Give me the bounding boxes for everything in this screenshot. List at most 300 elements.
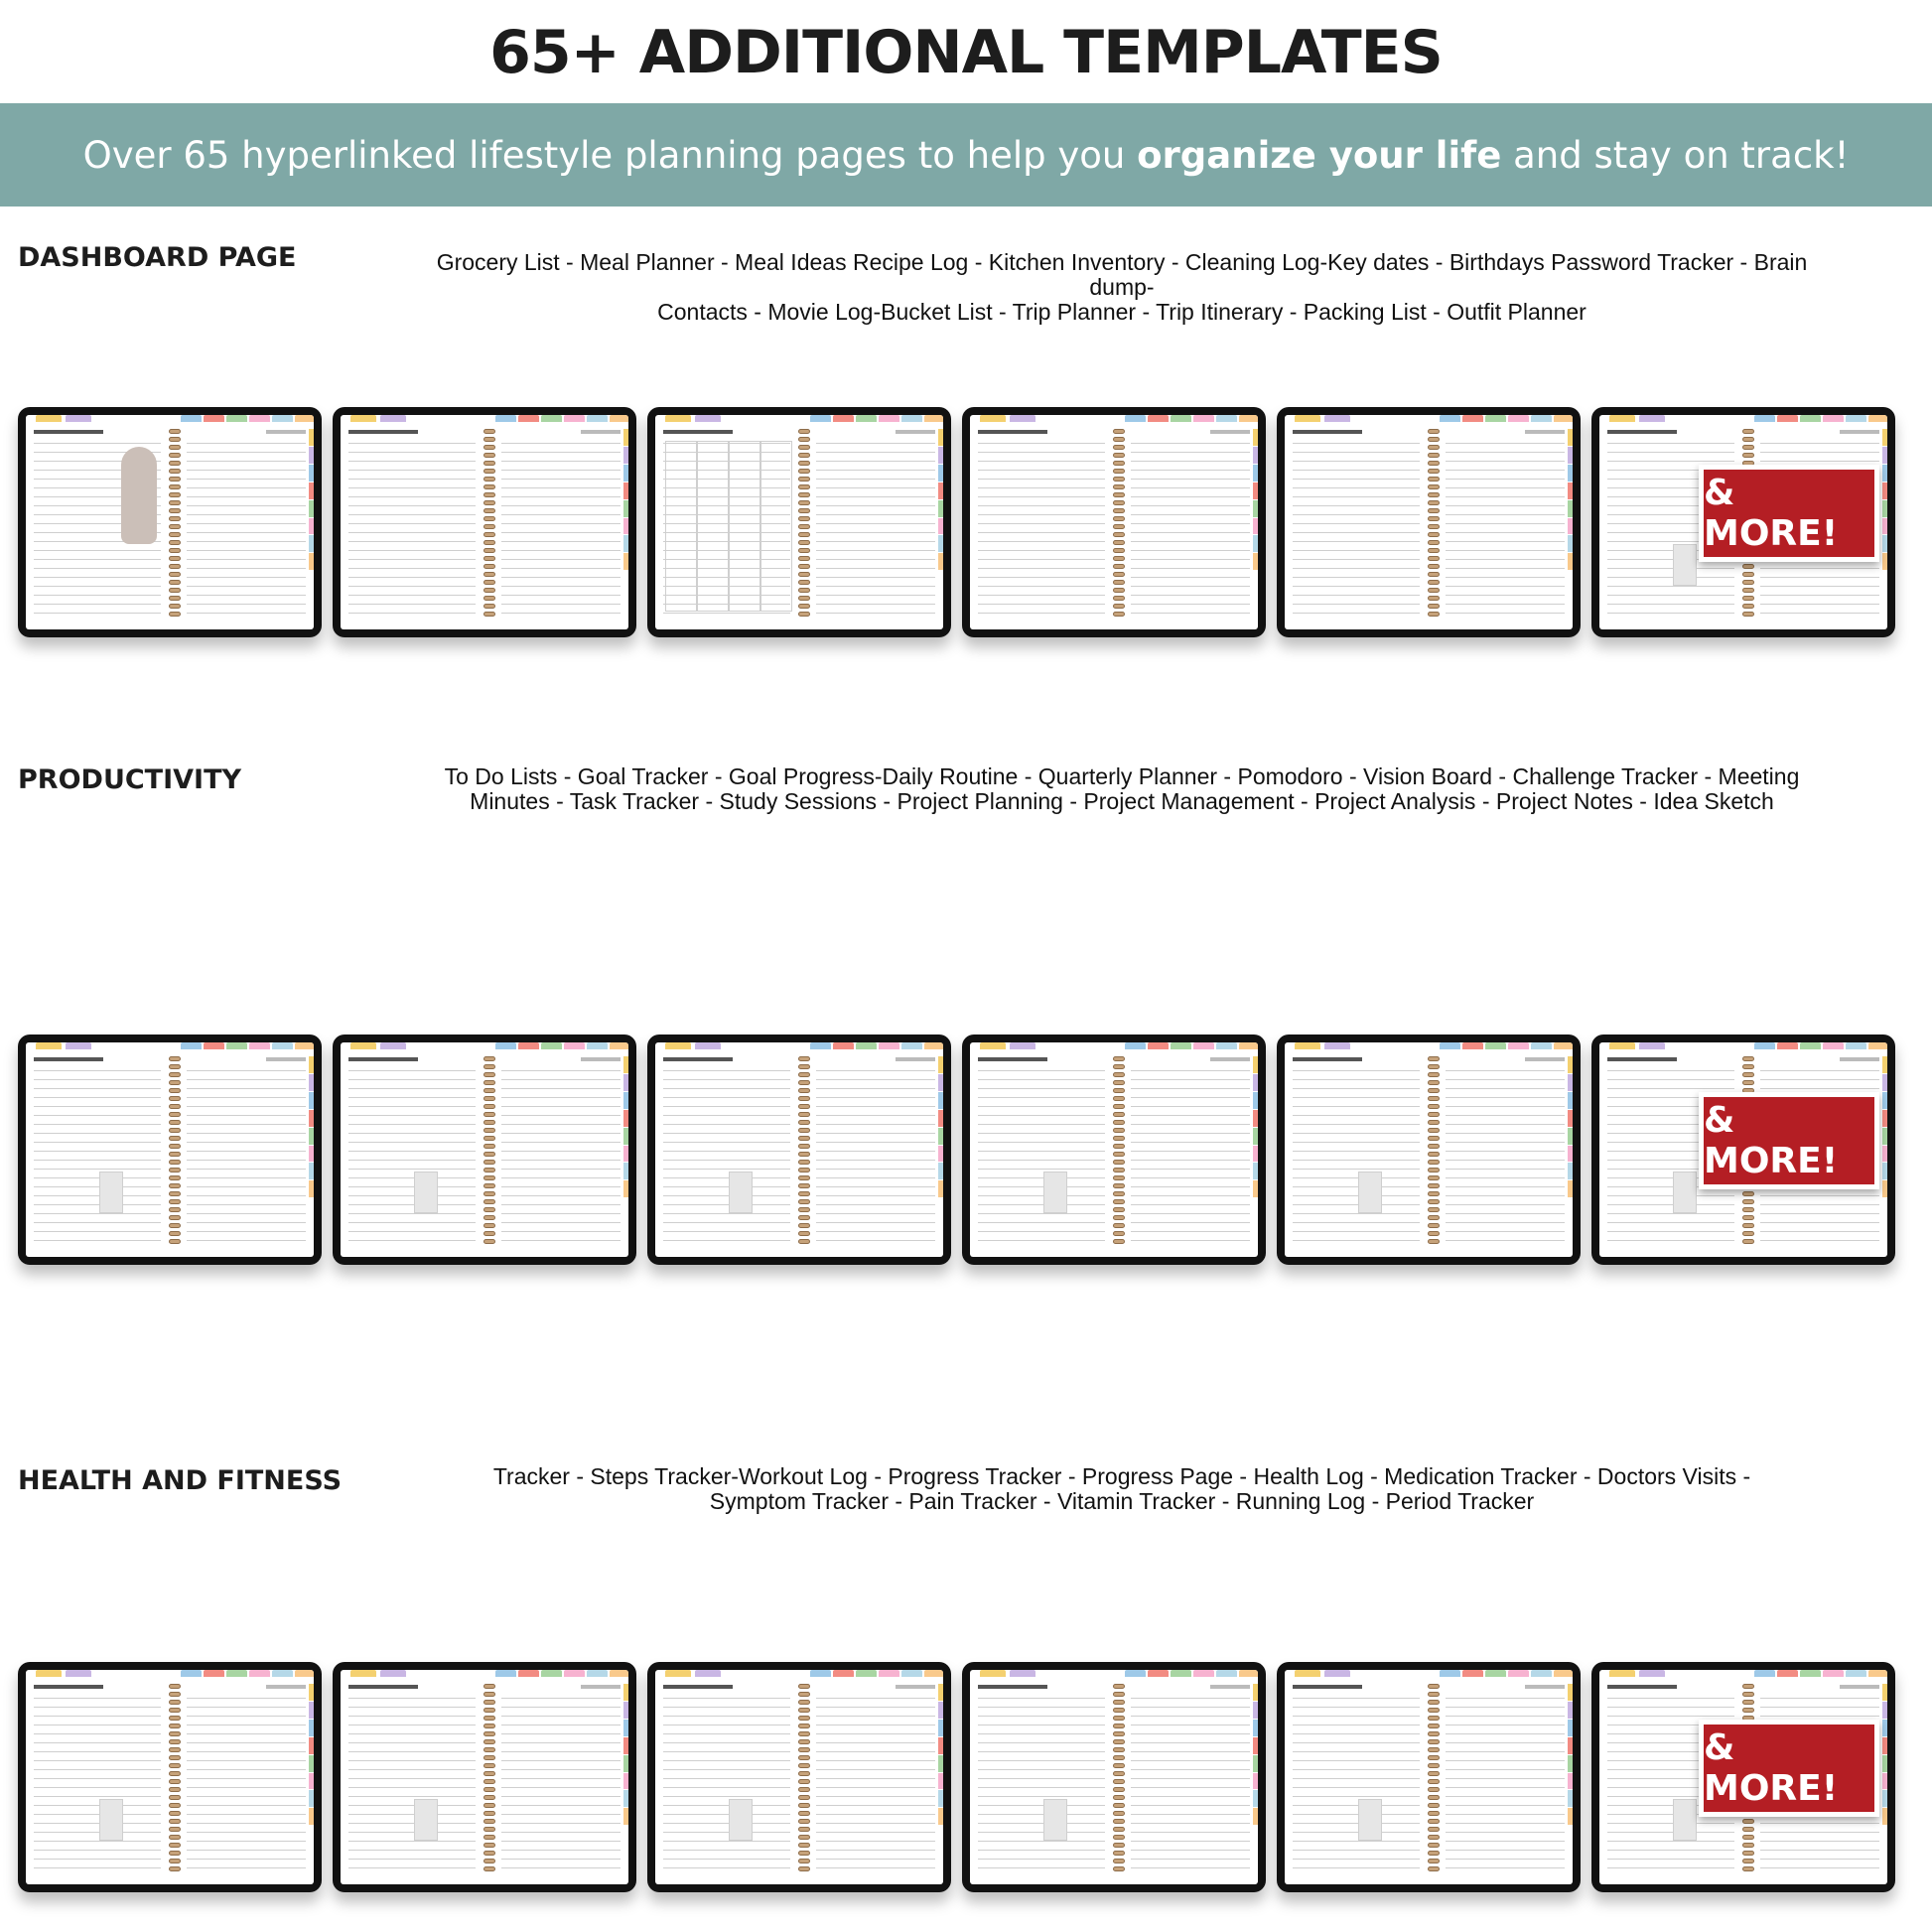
spiral-ring bbox=[1742, 572, 1754, 577]
tablet-mockup bbox=[18, 407, 322, 637]
spiral-ring bbox=[169, 1835, 181, 1840]
ruled-line bbox=[663, 1195, 790, 1196]
spiral-ring bbox=[1113, 1803, 1125, 1808]
ruled-line bbox=[978, 1796, 1105, 1797]
spiral-ring bbox=[1113, 437, 1125, 442]
side-tab bbox=[1253, 1684, 1258, 1701]
page-heading bbox=[34, 1685, 103, 1689]
description-line: Symptom Tracker - Pain Tracker - Vitamin Tracker - Running Log - Period Tracker bbox=[709, 1488, 1535, 1514]
ruled-line bbox=[816, 452, 935, 453]
tab bbox=[1010, 1042, 1035, 1049]
ruled-line bbox=[187, 559, 306, 560]
side-tab bbox=[938, 429, 943, 446]
spiral-ring bbox=[483, 1168, 495, 1173]
ruled-line bbox=[1293, 559, 1420, 560]
side-tab bbox=[1882, 518, 1887, 535]
ruled-line bbox=[978, 1222, 1105, 1223]
ruled-line bbox=[1446, 479, 1565, 480]
ruled-line bbox=[1131, 1778, 1250, 1779]
ruled-line bbox=[187, 1769, 306, 1770]
spiral-ring bbox=[1113, 1223, 1125, 1228]
ruled-line bbox=[816, 1796, 935, 1797]
ruled-line bbox=[1293, 479, 1420, 480]
tab bbox=[879, 1042, 899, 1049]
tab bbox=[1239, 1670, 1258, 1677]
ruled-line bbox=[501, 1151, 621, 1152]
spiral-ring bbox=[1742, 580, 1754, 585]
tab bbox=[204, 1670, 224, 1677]
spiral-ring bbox=[483, 1787, 495, 1792]
spiral-binding bbox=[1113, 429, 1125, 623]
ruled-line bbox=[1131, 1841, 1250, 1842]
planner-page-preview bbox=[970, 1042, 1258, 1257]
ruled-line bbox=[978, 1079, 1105, 1080]
ruled-line bbox=[978, 1698, 1105, 1699]
spiral-ring bbox=[483, 1128, 495, 1133]
ruled-line bbox=[663, 1240, 790, 1241]
ruled-line bbox=[348, 1859, 476, 1860]
tablet-mockup bbox=[1277, 1035, 1581, 1265]
ruled-line bbox=[1446, 470, 1565, 471]
spiral-ring bbox=[1742, 1827, 1754, 1832]
side-tab bbox=[1882, 447, 1887, 464]
tab bbox=[1171, 1042, 1191, 1049]
spiral-ring bbox=[798, 1231, 810, 1236]
ruled-line bbox=[501, 1070, 621, 1071]
tab bbox=[1125, 1042, 1146, 1049]
spiral-ring bbox=[483, 1811, 495, 1816]
side-tab bbox=[1253, 1737, 1258, 1754]
ruled-line bbox=[663, 1142, 790, 1143]
tab bbox=[1440, 1042, 1460, 1049]
spiral-ring bbox=[483, 1843, 495, 1848]
ruled-line bbox=[34, 586, 161, 587]
spiral-ring bbox=[1742, 1851, 1754, 1856]
spiral-ring bbox=[169, 1851, 181, 1856]
spiral-ring bbox=[798, 492, 810, 497]
ruled-line bbox=[1131, 1177, 1250, 1178]
tab bbox=[1010, 1670, 1035, 1677]
ruled-line bbox=[187, 487, 306, 488]
ruled-line bbox=[348, 1814, 476, 1815]
ruled-line bbox=[1293, 613, 1420, 614]
ruled-line bbox=[663, 1177, 790, 1178]
ruled-line bbox=[1760, 1204, 1879, 1205]
top-tabs bbox=[1599, 415, 1887, 423]
tab bbox=[924, 1042, 943, 1049]
ruled-line bbox=[1131, 1195, 1250, 1196]
ruled-line bbox=[1446, 1733, 1565, 1734]
ruled-line bbox=[978, 452, 1105, 453]
spiral-ring bbox=[1742, 1684, 1754, 1689]
ruled-line bbox=[1446, 1115, 1565, 1116]
ruled-line bbox=[1607, 1213, 1734, 1214]
ruled-line bbox=[187, 1177, 306, 1178]
left-page bbox=[345, 427, 480, 625]
side-tab bbox=[1568, 518, 1573, 535]
spiral-ring bbox=[1113, 588, 1125, 593]
ruled-line bbox=[501, 1814, 621, 1815]
spiral-ring bbox=[798, 1684, 810, 1689]
page-heading bbox=[663, 430, 733, 434]
ruled-line bbox=[1760, 1867, 1879, 1868]
spiral-ring bbox=[483, 1866, 495, 1871]
ruled-line bbox=[348, 1805, 476, 1806]
spiral-ring bbox=[798, 1136, 810, 1141]
spiral-binding bbox=[798, 429, 810, 623]
spiral-ring bbox=[1113, 1072, 1125, 1077]
ruled-line bbox=[1293, 1195, 1420, 1196]
ruled-line bbox=[1293, 1213, 1420, 1214]
side-tab bbox=[309, 483, 314, 499]
side-tab bbox=[623, 1180, 628, 1197]
ruled-line bbox=[1293, 1805, 1420, 1806]
side-tabs bbox=[309, 1684, 314, 1870]
ruled-line bbox=[34, 1707, 161, 1708]
spiral-ring bbox=[1113, 1080, 1125, 1085]
spiral-ring bbox=[798, 564, 810, 569]
ruled-line bbox=[1131, 559, 1250, 560]
spiral-ring bbox=[1113, 445, 1125, 450]
side-tab bbox=[1568, 1737, 1573, 1754]
ruled-line bbox=[1131, 1823, 1250, 1824]
tab bbox=[1239, 1042, 1258, 1049]
tab bbox=[1639, 415, 1665, 422]
spiral-ring bbox=[1428, 524, 1440, 529]
spiral-ring bbox=[1113, 1183, 1125, 1188]
spiral-ring bbox=[1428, 564, 1440, 569]
spiral-ring bbox=[169, 532, 181, 537]
ruled-line bbox=[1293, 1760, 1420, 1761]
left-page bbox=[345, 1054, 480, 1253]
ruled-line bbox=[1446, 1751, 1565, 1752]
ruled-line bbox=[1131, 487, 1250, 488]
tab bbox=[1485, 1042, 1506, 1049]
tab bbox=[295, 415, 314, 422]
section-description-health bbox=[417, 1464, 1827, 1514]
spiral-ring bbox=[798, 453, 810, 458]
spiral-ring bbox=[1113, 548, 1125, 553]
ruled-line bbox=[187, 586, 306, 587]
spiral-ring bbox=[483, 492, 495, 497]
side-tab bbox=[623, 1074, 628, 1091]
ruled-line bbox=[348, 1160, 476, 1161]
side-tab bbox=[1253, 500, 1258, 517]
spiral-ring bbox=[1113, 1716, 1125, 1721]
spiral-ring bbox=[483, 500, 495, 505]
ruled-line bbox=[501, 452, 621, 453]
ruled-line bbox=[348, 1796, 476, 1797]
page-heading bbox=[1293, 1685, 1362, 1689]
side-tabs bbox=[1882, 429, 1887, 616]
ruled-line bbox=[816, 514, 935, 515]
spiral-ring bbox=[798, 1795, 810, 1800]
left-page bbox=[1289, 427, 1424, 625]
spiral-ring bbox=[798, 484, 810, 489]
ruled-line bbox=[816, 1859, 935, 1860]
subtitle-banner bbox=[0, 103, 1932, 207]
spiral-ring bbox=[483, 508, 495, 513]
spiral-ring bbox=[169, 1700, 181, 1705]
tablet-mockup bbox=[1591, 1035, 1895, 1265]
spiral-ring bbox=[1113, 556, 1125, 561]
side-tabs bbox=[623, 429, 628, 616]
ruled-line bbox=[1131, 1169, 1250, 1170]
spiral-ring bbox=[169, 437, 181, 442]
right-page bbox=[1442, 1682, 1569, 1880]
ruled-line bbox=[978, 1231, 1105, 1232]
tab bbox=[879, 415, 899, 422]
spiral-ring bbox=[798, 1183, 810, 1188]
page-heading bbox=[1525, 1057, 1565, 1061]
spiral-ring bbox=[169, 469, 181, 474]
spiral-ring bbox=[798, 1747, 810, 1752]
tab bbox=[36, 1670, 62, 1677]
spiral-ring bbox=[169, 1183, 181, 1188]
ruled-line bbox=[501, 461, 621, 462]
spiral-ring bbox=[1428, 1199, 1440, 1204]
ruled-line bbox=[816, 1124, 935, 1125]
spiral-ring bbox=[483, 604, 495, 609]
photo-box bbox=[1673, 1172, 1697, 1213]
ruled-line bbox=[348, 479, 476, 480]
spiral-ring bbox=[1428, 492, 1440, 497]
side-tabs bbox=[1882, 1056, 1887, 1243]
ruled-line bbox=[187, 1751, 306, 1752]
ruled-line bbox=[501, 514, 621, 515]
top-tabs bbox=[655, 1670, 943, 1678]
side-tab bbox=[623, 447, 628, 464]
ruled-line bbox=[1446, 1769, 1565, 1770]
ruled-line bbox=[501, 595, 621, 596]
tab bbox=[1531, 1042, 1552, 1049]
ruled-line bbox=[1446, 1213, 1565, 1214]
ruled-line bbox=[816, 1088, 935, 1089]
spiral-ring bbox=[1113, 524, 1125, 529]
spiral-ring bbox=[798, 1088, 810, 1093]
ruled-line bbox=[978, 586, 1105, 587]
side-tab bbox=[623, 1773, 628, 1790]
tab bbox=[980, 415, 1006, 422]
side-tab bbox=[623, 1056, 628, 1073]
ruled-line bbox=[348, 541, 476, 542]
spiral-ring bbox=[1742, 1819, 1754, 1824]
tab bbox=[1531, 415, 1552, 422]
template-row-health bbox=[18, 1662, 1914, 1896]
ruled-line bbox=[1607, 1716, 1734, 1717]
ruled-line bbox=[348, 461, 476, 462]
ruled-line bbox=[1446, 1160, 1565, 1161]
tab bbox=[587, 1042, 608, 1049]
description-line: Contacts - Movie Log-Bucket List - Trip Planner - Trip Itinerary - Packing List - Outfit Planner bbox=[657, 299, 1587, 325]
ruled-line bbox=[1131, 470, 1250, 471]
spiral-ring bbox=[169, 1152, 181, 1157]
spiral-ring bbox=[169, 484, 181, 489]
tab bbox=[980, 1670, 1006, 1677]
spiral-ring bbox=[1428, 1803, 1440, 1808]
side-tab bbox=[309, 1773, 314, 1790]
spiral-ring bbox=[1113, 1215, 1125, 1220]
ruled-line bbox=[348, 1213, 476, 1214]
ruled-line bbox=[187, 1787, 306, 1788]
ruled-line bbox=[1293, 1097, 1420, 1098]
ruled-line bbox=[978, 559, 1105, 560]
tab bbox=[924, 1670, 943, 1677]
spiral-ring bbox=[169, 516, 181, 521]
top-tabs bbox=[341, 1042, 628, 1050]
ruled-line bbox=[816, 1115, 935, 1116]
ruled-line bbox=[1131, 523, 1250, 524]
ruled-line bbox=[34, 595, 161, 596]
side-tabs bbox=[309, 429, 314, 616]
tab bbox=[1868, 1670, 1887, 1677]
ruled-line bbox=[348, 1204, 476, 1205]
side-tabs bbox=[938, 429, 943, 616]
banner-text bbox=[83, 134, 1850, 177]
photo-box bbox=[1358, 1799, 1382, 1841]
spiral-ring bbox=[1113, 1104, 1125, 1109]
spiral-ring bbox=[483, 445, 495, 450]
ruled-line bbox=[1131, 1070, 1250, 1071]
spiral-ring bbox=[798, 1112, 810, 1117]
ruled-line bbox=[816, 559, 935, 560]
ruled-line bbox=[187, 1079, 306, 1080]
side-tab bbox=[1882, 1146, 1887, 1163]
ruled-line bbox=[816, 577, 935, 578]
tablet-mockup bbox=[1277, 1662, 1581, 1892]
tab bbox=[1239, 415, 1258, 422]
ruled-line bbox=[1760, 1698, 1879, 1699]
ruled-line bbox=[1293, 1823, 1420, 1824]
ruled-line bbox=[1446, 1124, 1565, 1125]
ruled-line bbox=[1446, 1240, 1565, 1241]
ruled-line bbox=[501, 541, 621, 542]
template-row-productivity bbox=[18, 1035, 1914, 1269]
spiral-ring bbox=[1428, 1207, 1440, 1212]
tab bbox=[1823, 1670, 1844, 1677]
ruled-line bbox=[816, 461, 935, 462]
side-tab bbox=[1882, 535, 1887, 552]
ruled-line bbox=[978, 541, 1105, 542]
ruled-line bbox=[187, 568, 306, 569]
spiral-ring bbox=[169, 1064, 181, 1069]
photo-box bbox=[1673, 544, 1697, 586]
side-tab bbox=[1568, 535, 1573, 552]
side-tab bbox=[309, 1702, 314, 1719]
ruled-line bbox=[978, 487, 1105, 488]
ruled-line bbox=[816, 1698, 935, 1699]
spiral-ring bbox=[169, 492, 181, 497]
ruled-line bbox=[1293, 1787, 1420, 1788]
tab bbox=[204, 1042, 224, 1049]
right-page bbox=[1127, 427, 1254, 625]
ruled-line bbox=[1131, 1106, 1250, 1107]
ruled-line bbox=[1446, 443, 1565, 444]
side-tab bbox=[623, 535, 628, 552]
photo-box bbox=[99, 1172, 123, 1213]
tab bbox=[1754, 415, 1775, 422]
ruled-line bbox=[348, 1850, 476, 1851]
spiral-ring bbox=[483, 580, 495, 585]
spiral-ring bbox=[1428, 500, 1440, 505]
side-tabs bbox=[623, 1684, 628, 1870]
spiral-ring bbox=[1428, 596, 1440, 601]
banner-text-pre: Over 65 hyperlinked lifestyle planning pages to help you bbox=[82, 133, 1138, 177]
spiral-ring bbox=[483, 1231, 495, 1236]
ruled-line bbox=[1760, 1850, 1879, 1851]
side-tab bbox=[1568, 1755, 1573, 1772]
ruled-line bbox=[978, 1169, 1105, 1170]
photo-box bbox=[729, 1172, 753, 1213]
side-tab bbox=[1882, 1755, 1887, 1772]
side-tab bbox=[1882, 1128, 1887, 1145]
tablet-mockup bbox=[18, 1662, 322, 1892]
tab bbox=[1171, 415, 1191, 422]
tablet-mockup bbox=[333, 407, 636, 637]
spiral-ring bbox=[1113, 1096, 1125, 1101]
ruled-line bbox=[501, 1169, 621, 1170]
tab bbox=[1295, 415, 1320, 422]
spiral-ring bbox=[1428, 1064, 1440, 1069]
spiral-ring bbox=[798, 1152, 810, 1157]
side-tab bbox=[938, 518, 943, 535]
spiral-ring bbox=[1428, 1866, 1440, 1871]
ruled-line bbox=[187, 1195, 306, 1196]
ruled-line bbox=[348, 532, 476, 533]
spiral-ring bbox=[169, 1692, 181, 1697]
ruled-line bbox=[1607, 1859, 1734, 1860]
spiral-ring bbox=[1113, 532, 1125, 537]
spiral-ring bbox=[798, 1755, 810, 1760]
ruled-line bbox=[34, 1742, 161, 1743]
tab bbox=[226, 1670, 247, 1677]
ruled-line bbox=[663, 1186, 790, 1187]
ruled-line bbox=[187, 1867, 306, 1868]
spiral-ring bbox=[1113, 1692, 1125, 1697]
ruled-line bbox=[1293, 1070, 1420, 1071]
ruled-line bbox=[978, 1742, 1105, 1743]
spiral-ring bbox=[1428, 437, 1440, 442]
spiral-ring bbox=[1113, 1763, 1125, 1768]
spiral-ring bbox=[1742, 1859, 1754, 1863]
ruled-line bbox=[348, 505, 476, 506]
spiral-ring bbox=[1113, 580, 1125, 585]
page-title: 65+ ADDITIONAL TEMPLATES bbox=[489, 18, 1443, 87]
ruled-line bbox=[1607, 1222, 1734, 1223]
calendar-cell bbox=[665, 441, 697, 612]
tab bbox=[518, 1670, 539, 1677]
ruled-line bbox=[501, 443, 621, 444]
top-tabs bbox=[341, 415, 628, 423]
spiral-ring bbox=[798, 1207, 810, 1212]
ruled-line bbox=[1607, 1240, 1734, 1241]
side-tab bbox=[309, 500, 314, 517]
ruled-line bbox=[187, 1240, 306, 1241]
spiral-ring bbox=[169, 1199, 181, 1204]
side-tab bbox=[1882, 500, 1887, 517]
ruled-line bbox=[34, 1070, 161, 1071]
spiral-ring bbox=[1742, 1692, 1754, 1697]
ruled-line bbox=[1293, 1169, 1420, 1170]
tab bbox=[695, 1670, 721, 1677]
ruled-line bbox=[816, 443, 935, 444]
ruled-line bbox=[1446, 1186, 1565, 1187]
spiral-ring bbox=[798, 604, 810, 609]
ruled-line bbox=[1131, 604, 1250, 605]
spiral-ring bbox=[169, 429, 181, 434]
ruled-line bbox=[1293, 1778, 1420, 1779]
photo-box bbox=[414, 1799, 438, 1841]
